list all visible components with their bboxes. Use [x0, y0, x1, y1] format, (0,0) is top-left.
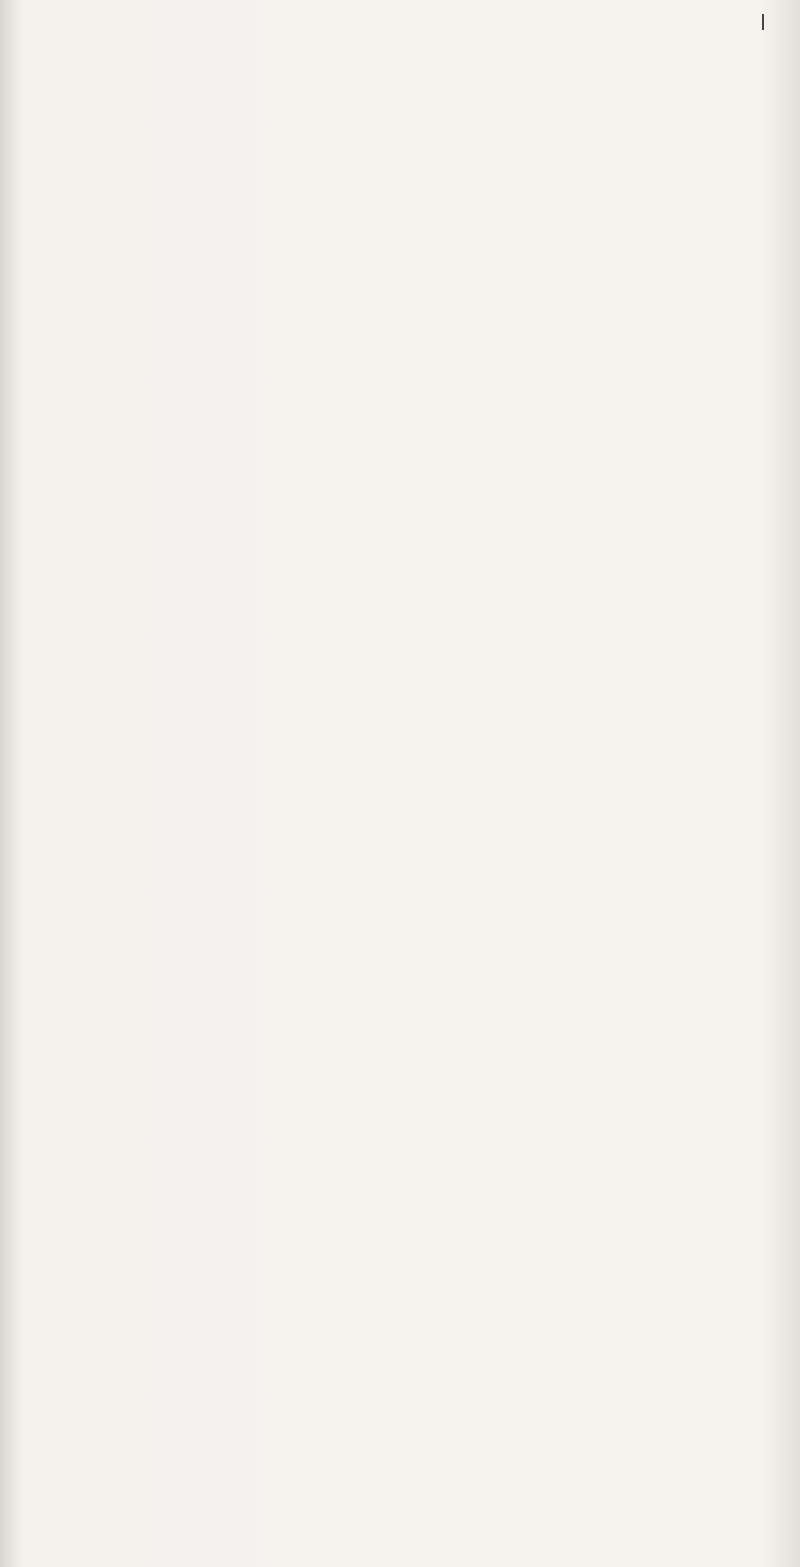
chapter-number: [28, 622, 750, 650]
page-header: [28, 22, 718, 68]
paragraph-first-line: [28, 680, 750, 706]
chapter-title: [28, 594, 750, 622]
chapter-heading: [28, 594, 750, 650]
body-text-bottom: [28, 680, 750, 706]
margin-tick-mark: [762, 14, 764, 30]
